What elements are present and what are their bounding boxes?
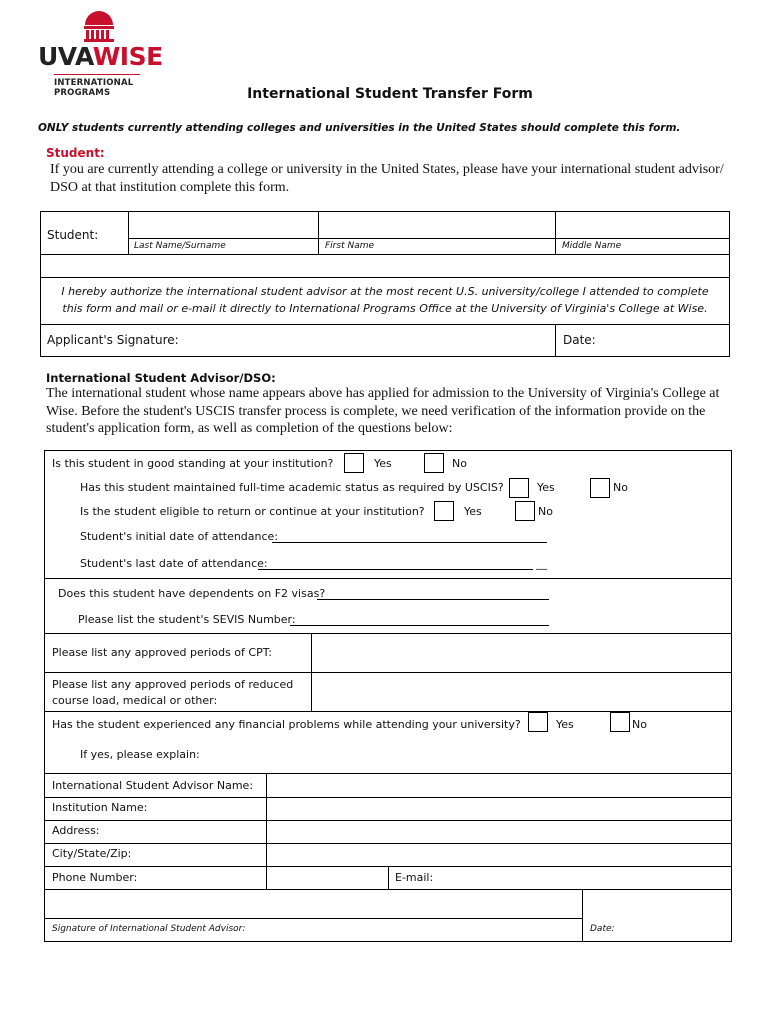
initial-date-field[interactable] (272, 542, 547, 543)
explain-label: If yes, please explain: (80, 748, 200, 761)
full-time-no-checkbox[interactable] (590, 478, 610, 498)
full-time-question: Has this student maintained full-time academic status as required by USCIS? (80, 481, 504, 494)
institution-label: Institution Name: (52, 801, 148, 814)
eligible-yes-checkbox[interactable] (434, 501, 454, 521)
initial-date-label: Student's initial date of attendance: (80, 530, 279, 543)
advisor-date-field[interactable] (583, 890, 731, 917)
advisor-name-field[interactable] (267, 774, 731, 796)
cpt-label: Please list any approved periods of CPT: (52, 646, 272, 659)
middle-name-caption: Middle Name (562, 241, 622, 251)
explain-field[interactable] (200, 740, 730, 772)
last-date-trailing: __ (536, 557, 547, 570)
logo-international: INTERNATIONAL (54, 78, 134, 88)
phone-field[interactable] (267, 867, 387, 888)
student-heading: Student: (46, 146, 105, 160)
dependents-field[interactable] (317, 599, 549, 600)
sevis-field[interactable] (290, 625, 549, 626)
good-standing-question: Is this student in good standing at your institution? (52, 457, 334, 470)
good-standing-no-checkbox[interactable] (424, 453, 444, 473)
advisor-name-label: International Student Advisor Name: (52, 779, 254, 792)
first-name-caption: First Name (325, 241, 375, 251)
rotunda-icon (82, 8, 116, 42)
reduced-load-field[interactable] (312, 673, 731, 711)
wordmark-uva: UVA (38, 42, 93, 71)
city-state-zip-field[interactable] (267, 844, 731, 865)
phone-label: Phone Number: (52, 871, 138, 884)
full-time-yes-label: Yes (537, 481, 555, 494)
middle-name-field[interactable] (556, 212, 729, 238)
wordmark-wise: WISE (92, 42, 163, 71)
advisor-instructions: The international student whose name appears above has applied for admission to the University of Virginia's College at Wise. Before the student's USCIS transfer process is complete, we need verification of the information provide on the student's application form, as well as completion of the questions below: (46, 386, 720, 436)
applicant-date-label: Date: (563, 333, 596, 347)
logo-programs: PROGRAMS (54, 88, 111, 98)
last-name-caption: Last Name/Surname (134, 241, 226, 251)
advisor-date-caption: Date: (590, 924, 615, 934)
good-standing-yes-checkbox[interactable] (344, 453, 364, 473)
advisor-heading: International Student Advisor/DSO: (46, 371, 276, 385)
sevis-question: Please list the student's SEVIS Number: (78, 613, 296, 626)
financial-no-checkbox[interactable] (610, 712, 630, 732)
applicant-date-field[interactable] (600, 325, 729, 356)
page-title: International Student Transfer Form (247, 86, 533, 102)
eligible-yes-label: Yes (464, 505, 482, 518)
eligible-question: Is the student eligible to return or continue at your institution? (80, 505, 425, 518)
eligible-no-checkbox[interactable] (515, 501, 535, 521)
full-time-yes-checkbox[interactable] (509, 478, 529, 498)
financial-yes-checkbox[interactable] (528, 712, 548, 732)
last-date-label: Student's last date of attendance: (80, 557, 268, 570)
city-state-zip-label: City/State/Zip: (52, 847, 132, 860)
financial-yes-label: Yes (556, 718, 574, 731)
dependents-question: Does this student have dependents on F2 visas? (58, 587, 326, 600)
applicant-signature-field[interactable] (170, 325, 554, 356)
authorization-text: I hereby authorize the international student advisor at the most recent U.S. university/college I attended to complete this form and mail or e-mail it directly to International Programs Office at the University of Virginia's College at Wise. (61, 285, 709, 315)
last-date-field[interactable] (258, 569, 533, 570)
full-time-no-label: No (613, 481, 628, 494)
first-name-field[interactable] (319, 212, 554, 238)
financial-question: Has the student experienced any financial problems while attending your university? (52, 718, 521, 731)
email-label: E-mail: (395, 871, 434, 884)
good-standing-no-label: No (452, 457, 467, 470)
reduced-load-label: Please list any approved periods of reduced course load, medical or other: (52, 678, 294, 707)
good-standing-yes-label: Yes (374, 457, 392, 470)
applicant-signature-label: Applicant's Signature: (47, 333, 179, 347)
eligible-no-label: No (538, 505, 553, 518)
last-name-field[interactable] (129, 212, 317, 238)
cpt-field[interactable] (312, 634, 731, 672)
financial-no-label: No (632, 718, 647, 731)
notice: ONLY students currently attending colleges and universities in the United States should complete this form. (38, 122, 681, 134)
email-field[interactable] (440, 867, 731, 888)
advisor-signature-field[interactable] (45, 890, 581, 917)
address-label: Address: (52, 824, 100, 837)
student-label: Student: (47, 228, 99, 242)
address-field[interactable] (267, 821, 731, 842)
student-instructions: If you are currently attending a college or university in the United States, please have your international student advisor/ DSO at that institution complete this form. (50, 162, 724, 195)
advisor-signature-caption: Signature of International Student Advisor: (52, 924, 246, 934)
institution-field[interactable] (267, 798, 731, 819)
